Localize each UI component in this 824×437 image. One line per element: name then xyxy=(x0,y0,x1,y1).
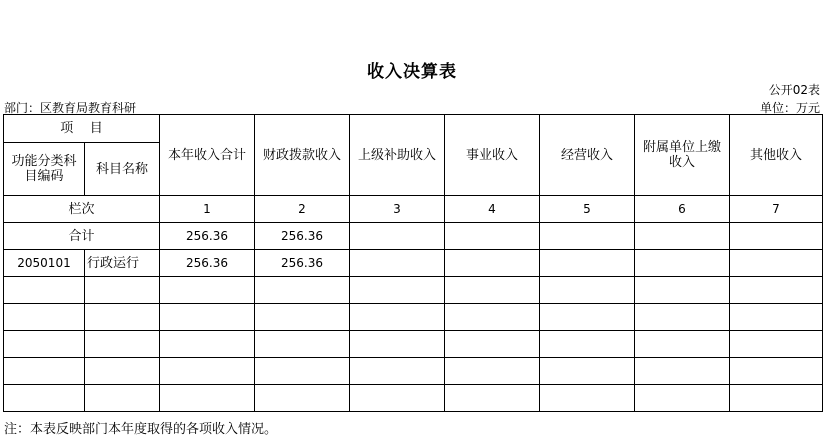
table-cell xyxy=(350,304,445,331)
table-cell xyxy=(160,304,255,331)
table-cell xyxy=(540,277,635,304)
header-col-other: 其他收入 xyxy=(730,115,823,196)
table-cell: 256.36 xyxy=(160,250,255,277)
table-cell xyxy=(160,331,255,358)
table-cell xyxy=(635,250,730,277)
column-index: 3 xyxy=(350,196,445,223)
header-col-total: 本年收入合计 xyxy=(160,115,255,196)
row-func-code xyxy=(4,385,85,412)
table-cell xyxy=(350,331,445,358)
row-subject-name xyxy=(85,277,160,304)
table-cell xyxy=(635,331,730,358)
table-cell xyxy=(445,385,540,412)
table-cell xyxy=(445,358,540,385)
table-cell xyxy=(540,304,635,331)
total-cell: 256.36 xyxy=(160,223,255,250)
table-row xyxy=(4,277,823,304)
table-cell xyxy=(730,385,823,412)
table-cell xyxy=(445,277,540,304)
header-project: 项 目 xyxy=(4,115,160,143)
table-cell xyxy=(350,250,445,277)
row-subject-name xyxy=(85,385,160,412)
row-subject-name: 行政运行 xyxy=(85,250,160,277)
column-index: 1 xyxy=(160,196,255,223)
row-subject-name xyxy=(85,358,160,385)
row-func-code xyxy=(4,277,85,304)
table-cell xyxy=(730,304,823,331)
table-cell xyxy=(255,385,350,412)
table-cell xyxy=(635,358,730,385)
income-table xyxy=(3,114,823,412)
table-cell xyxy=(445,304,540,331)
total-cell xyxy=(445,223,540,250)
table-cell xyxy=(445,250,540,277)
column-index: 4 xyxy=(445,196,540,223)
table-cell xyxy=(635,277,730,304)
column-index: 2 xyxy=(255,196,350,223)
table-cell xyxy=(540,385,635,412)
total-cell xyxy=(350,223,445,250)
table-row xyxy=(4,385,823,412)
table-cell xyxy=(730,358,823,385)
row-func-code xyxy=(4,331,85,358)
form-code: 公开02表 xyxy=(768,83,820,97)
total-label: 合计 xyxy=(4,223,160,250)
table-cell xyxy=(255,277,350,304)
unit-label: 单位：万元 xyxy=(759,101,820,115)
row-func-code: 2050101 xyxy=(4,250,85,277)
table-cell xyxy=(255,358,350,385)
row-subject-name xyxy=(85,304,160,331)
table-cell xyxy=(255,331,350,358)
table-cell xyxy=(730,331,823,358)
table-cell xyxy=(350,277,445,304)
table-cell xyxy=(160,385,255,412)
table-row xyxy=(4,304,823,331)
header-col-business: 事业收入 xyxy=(445,115,540,196)
table-cell xyxy=(255,304,350,331)
table-cell: 256.36 xyxy=(255,250,350,277)
table-cell xyxy=(350,358,445,385)
table-row xyxy=(4,358,823,385)
table-cell xyxy=(160,277,255,304)
table-cell xyxy=(730,250,823,277)
column-index: 6 xyxy=(635,196,730,223)
row-subject-name xyxy=(85,331,160,358)
header-col-affiliate: 附属单位上缴收入 xyxy=(635,115,730,196)
header-func-code: 功能分类科目编码 xyxy=(4,143,85,196)
total-cell xyxy=(635,223,730,250)
footnote: 注：本表反映部门本年度取得的各项收入情况。 xyxy=(4,422,278,437)
table-cell xyxy=(540,331,635,358)
table-cell xyxy=(730,277,823,304)
header-subject-name: 科目名称 xyxy=(85,143,160,196)
total-cell: 256.36 xyxy=(255,223,350,250)
table-cell xyxy=(540,250,635,277)
column-index-label: 栏次 xyxy=(4,196,160,223)
department-label: 部门：区教育局教育科研 xyxy=(4,101,137,115)
column-index: 7 xyxy=(730,196,823,223)
total-cell xyxy=(730,223,823,250)
table-cell xyxy=(540,358,635,385)
page-title: 收入决算表 xyxy=(367,62,457,82)
header-col-operating: 经营收入 xyxy=(540,115,635,196)
table-cell xyxy=(445,331,540,358)
column-index: 5 xyxy=(540,196,635,223)
table-cell xyxy=(635,304,730,331)
row-func-code xyxy=(4,304,85,331)
table-row xyxy=(4,331,823,358)
row-func-code xyxy=(4,358,85,385)
header-col-fiscal: 财政拨款收入 xyxy=(255,115,350,196)
total-cell xyxy=(540,223,635,250)
table-cell xyxy=(635,385,730,412)
table-row xyxy=(4,250,823,277)
table-cell xyxy=(350,385,445,412)
header-col-superior: 上级补助收入 xyxy=(350,115,445,196)
table-cell xyxy=(160,358,255,385)
